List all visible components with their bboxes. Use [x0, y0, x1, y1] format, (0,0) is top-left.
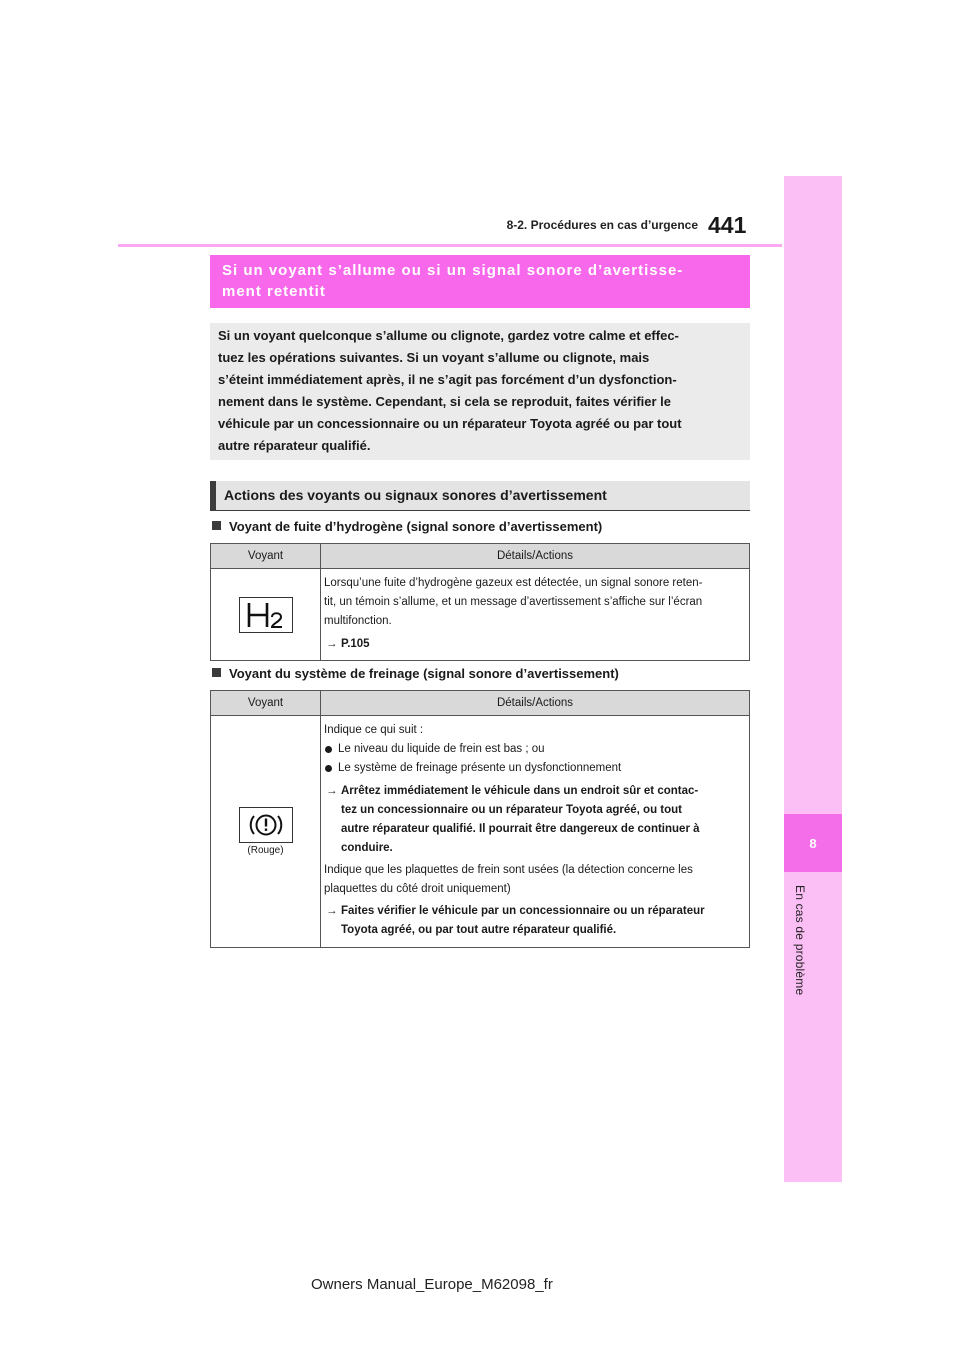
section-title-line-2: ment retentit — [222, 283, 326, 300]
brake-warning-title — [212, 666, 619, 681]
column-header-voyant: Voyant — [211, 544, 321, 569]
brake-action-line: conduire. — [341, 842, 393, 854]
page-reference-link[interactable]: P.105 — [341, 638, 370, 650]
header-rule — [118, 244, 782, 247]
brake-action-inspect — [324, 902, 745, 940]
chapter-label: En cas de problème — [793, 885, 807, 996]
intro-line: tuez les opérations suivantes. Si un voyant s’allume ou clignote, mais — [218, 350, 650, 365]
column-header-voyant: Voyant — [211, 691, 321, 716]
brake-warning-table — [210, 690, 750, 948]
square-bullet-icon — [212, 668, 221, 677]
hydrogen-details-cell — [321, 569, 750, 661]
brake-pads-line: plaquettes du côté droit uniquement) — [324, 883, 511, 895]
brake-action-stop — [324, 782, 745, 858]
brake-action-line: Arrêtez immédiatement le véhicule dans un endroit sûr et contac- — [341, 785, 699, 797]
hydrogen-icon-cell — [211, 569, 321, 661]
brake-icon-cell — [211, 716, 321, 948]
intro-line: véhicule par un concessionnaire ou un réparateur Toyota agréé ou par tout — [218, 416, 682, 431]
brake-action-line: Toyota agréé, ou par tout autre réparateur qualifié. — [341, 924, 617, 936]
brake-details-cell — [321, 716, 750, 948]
hydrogen-reference — [324, 635, 745, 654]
section-title-banner — [210, 255, 750, 308]
page-footer: Owners Manual_Europe_M62098_fr — [311, 1276, 553, 1293]
hydrogen-details-line: multifonction. — [324, 615, 392, 627]
square-bullet-icon — [212, 521, 221, 530]
hydrogen-warning-table — [210, 543, 750, 661]
arrow-right-icon: → — [326, 638, 338, 650]
brake-bullet-item: Le niveau du liquide de frein est bas ; ou — [324, 740, 745, 759]
brake-bullet-item: Le système de freinage présente un dysfonctionnement — [324, 759, 745, 778]
brake-action-line: tez un concessionnaire ou un réparateur Toyota agréé, ou tout — [341, 804, 683, 816]
intro-paragraph — [210, 323, 750, 460]
intro-line: autre réparateur qualifié. — [218, 438, 371, 453]
intro-line: Si un voyant quelconque s’allume ou clignote, gardez votre calme et effec- — [218, 328, 679, 343]
arrow-right-icon: → — [326, 785, 338, 797]
page-number: 441 — [708, 212, 747, 238]
hydrogen-warning-title — [212, 519, 602, 534]
brake-action-line: Faites vérifier le véhicule par un concessionnaire ou un réparateur — [341, 905, 705, 917]
subsection-heading-rule — [210, 510, 750, 511]
brake-intro: Indique ce qui suit : — [324, 724, 424, 736]
brake-warning-icon — [239, 807, 293, 843]
hydrogen-warning-title-text: Voyant de fuite d’hydrogène (signal sonore d’avertissement) — [229, 519, 603, 534]
column-header-details: Détails/Actions — [321, 544, 750, 569]
icon-color-caption: (Rouge) — [247, 845, 284, 856]
brake-pads-paragraph — [324, 861, 745, 899]
hydrogen-details-line: Lorsqu’une fuite d’hydrogène gazeux est détectée, un signal sonore reten- — [324, 577, 703, 589]
intro-line: s’éteint immédiatement après, il ne s’agit pas forcément d’un dysfonction- — [218, 372, 677, 387]
brake-warning-title-text: Voyant du système de freinage (signal sonore d’avertissement) — [229, 666, 619, 681]
section-title-line-1: Si un voyant s’allume ou si un signal sonore d’avertisse- — [222, 262, 684, 279]
hydrogen-details-line: tit, un témoin s’allume, et un message d’avertissement s’affiche sur l’écran — [324, 596, 703, 608]
column-header-details: Détails/Actions — [321, 691, 750, 716]
chapter-side-tab — [784, 176, 842, 1182]
h2-icon — [239, 597, 293, 633]
chapter-number: 8 — [784, 814, 842, 872]
arrow-right-icon: → — [326, 905, 338, 917]
running-header: 8-2. Procédures en cas d’urgence — [506, 218, 698, 232]
subsection-heading: Actions des voyants ou signaux sonores d’avertissement — [210, 481, 750, 511]
intro-line: nement dans le système. Cependant, si cela se reproduit, faites vérifier le — [218, 394, 672, 409]
brake-pads-line: Indique que les plaquettes de frein sont usées (la détection concerne les — [324, 864, 693, 876]
brake-action-line: autre réparateur qualifié. Il pourrait être dangereux de continuer à — [341, 823, 700, 835]
